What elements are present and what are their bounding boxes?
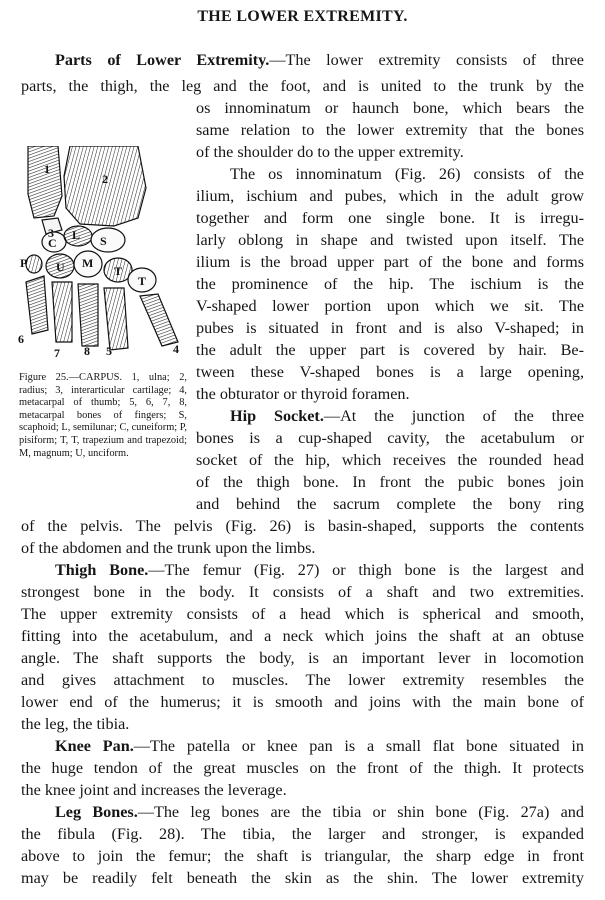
section-heading-thigh-bone: Thigh Bone. (55, 561, 149, 579)
text-line: the prominence of the hip. The ischium is the (196, 275, 584, 293)
figure-label-trapezoid: T (114, 264, 123, 278)
section-heading-knee-pan: Knee Pan. (55, 737, 134, 755)
figure-label-ulna: 1 (44, 162, 50, 176)
figure-label-scaphoid: S (100, 234, 107, 248)
text-line: of the shoulder do to the upper extremity. (196, 143, 464, 161)
figure-label-pisiform: P (20, 256, 28, 270)
figure-label-trapezium: T (138, 274, 147, 288)
text-line: ilium is the broad upper part of the bone and forms (196, 253, 584, 271)
section-heading-leg-bones: Leg Bones. (55, 803, 138, 821)
text-line: tween these V-shaped bones is a large opening, (196, 363, 584, 381)
text-line: lower end of the humerus; it is smooth and joins with the main bone of (21, 693, 584, 711)
figure-label-radius: 2 (102, 172, 108, 186)
text-line: and behind the sacrum complete the bony ring (196, 495, 584, 513)
carpus-illustration (18, 146, 184, 364)
text-line: The os innominatum (Fig. 26) consists of the (230, 165, 584, 183)
text-line: The upper extremity consists of a head which is spherical and smooth, (21, 605, 584, 623)
text-line: Knee Pan.—The patella or knee pan is a small flat bone situated in (55, 737, 584, 755)
text-line: may be readily felt beneath the skin as the shin. The lower extremity (21, 869, 584, 887)
figure-caption: Figure 25.—CARPUS. 1, ulna; 2, radius; 3, interarticular cartilage; 4, metacarpal of thumb; 5, 6, 7, 8, metacarpal bones of fingers; S, scaphoid; L, semilunar; C, cuneiform; P, pisiform; T, T, trapezium and trapezoid; M, magnum; U, unciform. (19, 372, 187, 459)
figure-label-magnum: M (82, 256, 94, 270)
text-line: ilium, ischium and pubes, which in the adult grow (196, 187, 584, 205)
text-line: the adult the upper part is covered by hair. Be- (196, 341, 584, 359)
text-line: parts, the thigh, the leg and the foot, and is united to the trunk by the (21, 77, 584, 95)
figure-label-thumb-metacarpal: 4 (173, 342, 179, 356)
section-heading-parts: Parts of Lower Extremity. (55, 51, 270, 69)
figure-label-metacarpal-6: 6 (18, 332, 24, 346)
text-line: Hip Socket.—At the junction of the three (230, 407, 584, 425)
carpus-figure (18, 146, 184, 364)
text-line: os innominatum or haunch bone, which bears the (196, 99, 584, 117)
text-line: V-shaped lower portion upon which we sit. The (196, 297, 584, 315)
text-line: Parts of Lower Extremity.—The lower extremity consists of three (55, 51, 584, 69)
text-line: the knee joint and increases the leverage. (21, 781, 287, 799)
text-line: the obturator or thyroid foramen. (196, 385, 410, 403)
figure-label-metacarpal-5: 5 (106, 344, 112, 358)
text-line: the huge tendon of the great muscles on the front of the thigh. It protects (21, 759, 584, 777)
text-line: Leg Bones.—The leg bones are the tibia or shin bone (Fig. 27a) and (55, 803, 584, 821)
text-line: same relation to the lower extremity that the bones (196, 121, 584, 139)
figure-label-semilunar: L (72, 228, 81, 242)
text-line: together and form one single bone. It is irregu- (196, 209, 584, 227)
text-line: of the thigh bone. In front the pubic bones join (196, 473, 584, 491)
text-line: Thigh Bone.—The femur (Fig. 27) or thigh bone is the largest and (55, 561, 584, 579)
text-line: angle. The shaft supports the body, is an important lever in locomotion (21, 649, 584, 667)
text-line: pubes is situated in front and is also V-shaped; in (196, 319, 584, 337)
text-line: strongest bone in the body. It consists of a shaft and two extremities. (21, 583, 584, 601)
page-title: THE LOWER EXTREMITY. (197, 8, 408, 25)
figure-label-metacarpal-8: 8 (84, 344, 90, 358)
text-line: and gives attachment to muscles. The lower extremity resembles the (21, 671, 584, 689)
section-heading-hip-socket: Hip Socket. (230, 407, 324, 425)
text-line: the leg, the tibia. (21, 715, 130, 733)
text-line: of the pelvis. The pelvis (Fig. 26) is basin-shaped, supports the contents (21, 517, 584, 535)
text-line: socket of the hip, which receives the rounded head (196, 451, 584, 469)
figure-label-metacarpal-7: 7 (54, 346, 60, 360)
text-line: fitting into the acetabulum, and a neck which joins the shaft at an obtuse (21, 627, 584, 645)
figure-label-unciform: U (56, 260, 65, 274)
text-line: bones is a cup-shaped cavity, the acetabulum or (196, 429, 584, 447)
figure-label-cartilage: 3 (48, 226, 54, 240)
figure-label-cuneiform: C (48, 236, 57, 250)
text-line: larly oblong in shape and twisted upon itself. The (196, 231, 584, 249)
text-line: of the abdomen and the trunk upon the limbs. (21, 539, 316, 557)
text-line: the fibula (Fig. 28). The tibia, the larger and stronger, is expanded (21, 825, 584, 843)
text-line: above to join the femur; the shaft is triangular, the sharp edge in front (21, 847, 584, 865)
